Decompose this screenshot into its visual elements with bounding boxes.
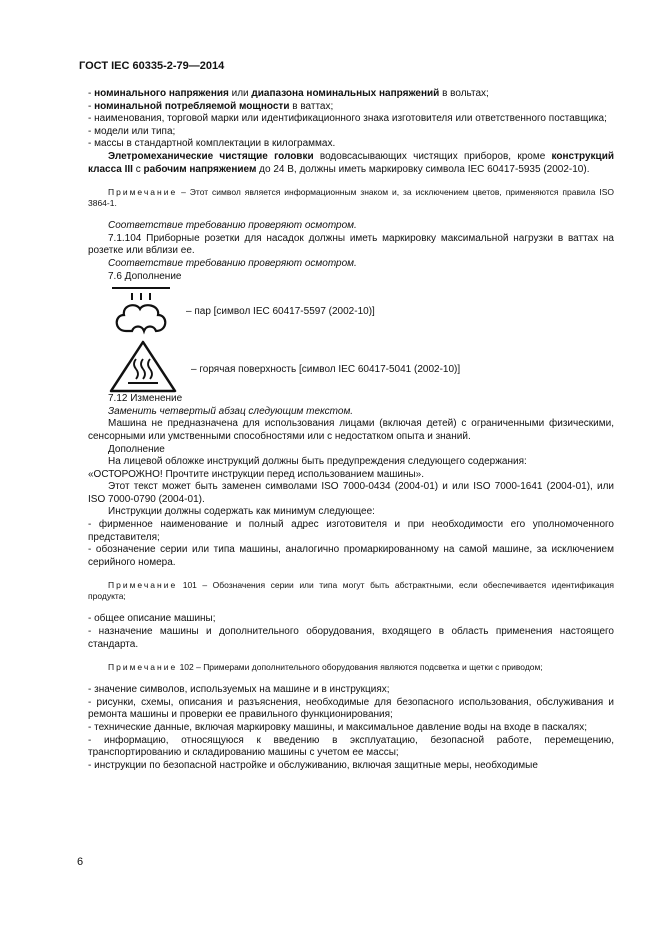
clause-7-1-104: 7.1.104 Приборные розетки для насадок должны иметь маркировку максимальной нагрузки в ваттах на розетке или вблизи ее. — [88, 232, 614, 257]
list-item: - рисунки, схемы, описания и разъяснения, необходимые для безопасного использования, обслуживания и ремонта машины и проверки ее правильного функционирования; — [88, 696, 614, 721]
list-item: - наименования, торговой марки или идентификационного знака изготовителя или ответственного поставщика; — [88, 113, 607, 125]
list-item: - номинального напряжения или диапазона номинальных напряжений в вольтах; — [88, 88, 489, 99]
hot-surface-caption: – горячая поверхность [символ IEC 60417-5041 (2002-10)] — [191, 364, 461, 376]
paragraph-replace-symbols: Этот текст может быть заменен символами ISO 7000-0434 (2004-01) и или ISO 7000-1641 (2004-01), или ISO 7000-0790 (2004-01). — [88, 481, 614, 505]
steam-symbol-caption: – пар [символ IEC 60417-5597 (2002-10)] — [186, 306, 375, 318]
replace-instruction: Заменить четвертый абзац следующим текстом. — [108, 405, 354, 417]
warning-text: «ОСТОРОЖНО! Прочтите инструкции перед использованием машины». — [88, 468, 425, 480]
hot-surface-icon — [108, 339, 178, 393]
list-item: - модели или типа; — [88, 125, 176, 137]
list-item: - номинальной потребляемой мощности в ваттах; — [88, 100, 334, 112]
hot-surface-symbol-row — [88, 339, 614, 393]
compliance-check: Соответствие требованию проверяют осмотром. — [108, 220, 357, 232]
page-header: ГОСТ IEC 60335-2-79—2014 — [79, 60, 225, 72]
clause-7-6: 7.6 Дополнение — [108, 270, 182, 282]
list-item: - значение символов, используемых на машине и в инструкциях; — [88, 684, 390, 696]
steam-symbol-row — [88, 283, 614, 339]
note-1: Примечание – Этот символ является информационным знаком и, за исключением цветов, применяются правила ISO 3864-1. — [88, 187, 614, 209]
document-body — [88, 88, 614, 772]
paragraph-instructions: Инструкции должны содержать как минимум следующее: — [108, 506, 375, 518]
list-item: - обозначение серии или типа машины, аналогично промаркированному на самой машине, за исключением серийного номера. — [88, 544, 614, 568]
note-102: Примечание 102 – Примерами дополнительного оборудования являются подсветка и щетки с приводом; — [108, 662, 543, 673]
paragraph-machine: Машина не предназначена для использования лицами (включая детей) с ограниченными физическими, сенсорными или умственными способностями или с недостатком опыта и знаний. — [88, 418, 614, 442]
addition-label: Дополнение — [108, 443, 165, 455]
list-item: - технические данные, включая маркировку машины, и максимальное давление воды на входе в паскалях; — [88, 722, 587, 733]
compliance-check: Соответствие требованию проверяют осмотром. — [108, 257, 357, 269]
list-item: - назначение машины и дополнительного оборудования, входящего в область применения настоящего стандарта. — [88, 626, 614, 650]
paragraph-cover: На лицевой обложке инструкций должны быть предупреждения следующего содержания: — [108, 456, 527, 468]
clause-7-12: 7.12 Изменение — [108, 393, 183, 405]
page-number: 6 — [77, 856, 84, 868]
list-item: - общее описание машины; — [88, 613, 216, 625]
paragraph-cleaning-heads: Элетромеханические чистящие головки водовсасывающих чистящих приборов, кроме конструкций класса III с рабочим напряжением до 24 В, должны иметь маркировку символа IEC 60417-5935 (2002-10). — [88, 150, 614, 175]
note-101: Примечание 101 – Обозначения серии или типа могут быть абстрактными, если обеспечивается идентификация продукта; — [88, 580, 614, 602]
steam-icon — [110, 285, 172, 335]
list-item: - массы в стандартной комплектации в килограммах. — [88, 138, 336, 150]
list-item: - инструкции по безопасной настройке и обслуживанию, включая защитные меры, необходимые — [88, 759, 538, 771]
list-item: - фирменное наименование и полный адрес изготовителя и при необходимости его уполномоченного представителя; — [88, 519, 614, 543]
list-item: - информацию, относящуюся к введению в эксплуатацию, безопасной работе, перемещению, транспортированию и складированию машины с учетом ее массы; — [88, 734, 614, 759]
